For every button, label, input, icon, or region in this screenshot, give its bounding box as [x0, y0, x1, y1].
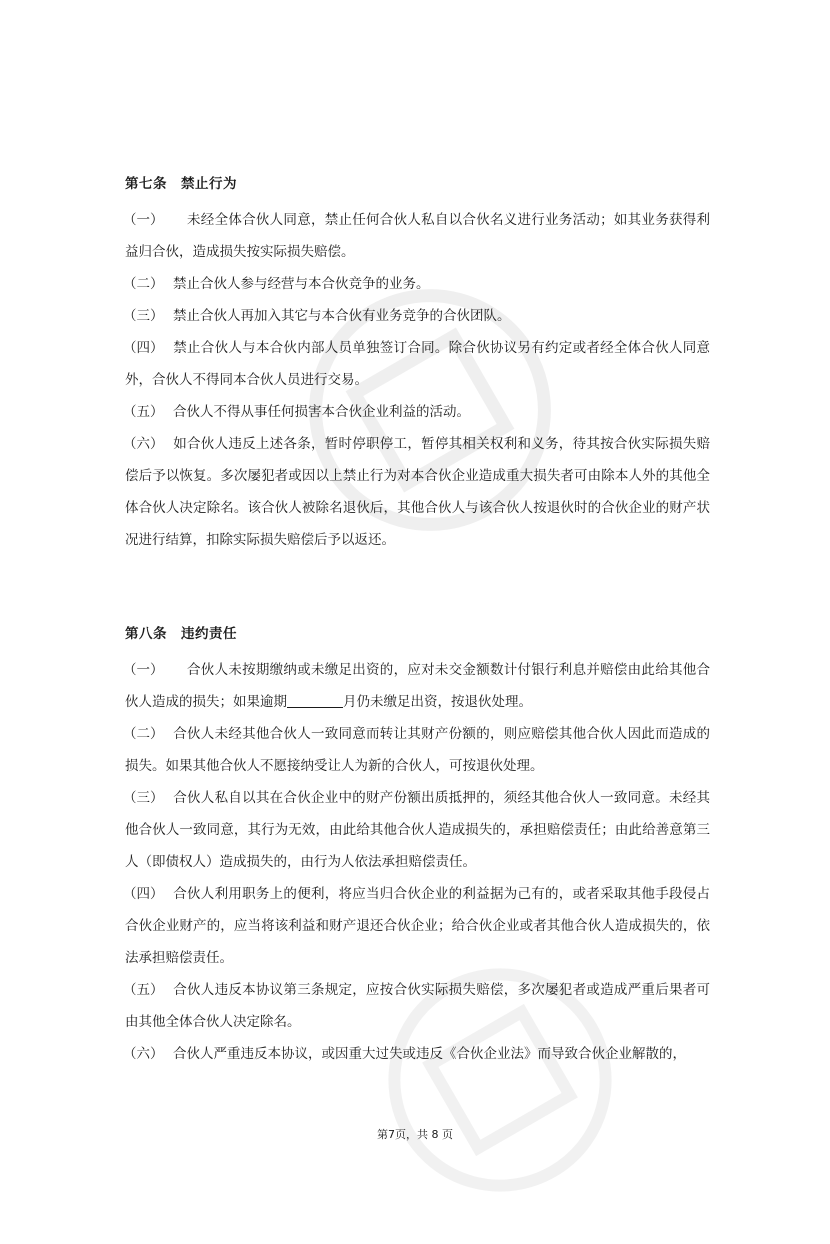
- section-8-clause: （六） 合伙人严重违反本协议，或因重大过失或违反《合伙企业法》而导致合伙企业解散的，: [123, 1046, 686, 1062]
- section-7-clause: （五） 合伙人不得从事任何损害本合伙企业利益的活动。: [123, 404, 470, 420]
- page-footer: 第7页，共 8 页: [377, 1128, 453, 1141]
- section-7-clause: （六） 如合伙人违反上述各条，暂时停职停工，暂停其相关权利和义务，待其按合伙实际损失赔偿后予以恢复。多次屡犯者或因以上禁止行为对本合伙企业造成重大损失者可由除本人外的其他全体合伙人决定除名。该合伙人被除名退伙后，其他合伙人与该合伙人按退伙时的合伙企业的财产状况进行结算，扣除实际损失赔偿后予以返还。: [123, 436, 710, 548]
- section-7-title: 禁止行为: [181, 176, 237, 192]
- section-7-label: 第七条: [125, 176, 167, 192]
- section-7-heading: [125, 170, 710, 198]
- section-8-clause: （四） 合伙人利用职务上的便利，将应当归合伙企业的利益据为己有的，或者采取其他手段侵占合伙企业财产的，应当将该利益和财产退还合伙企业；给合伙企业或者其他合伙人造成损失的，依法承担赔偿责任。: [123, 886, 710, 966]
- section-8-heading: [125, 620, 710, 648]
- section-8-label: 第八条: [125, 626, 167, 642]
- section-8-clause: （五） 合伙人违反本协议第三条规定，应按合伙实际损失赔偿，多次屡犯者或造成严重后果者可由其他全体合伙人决定除名。: [123, 982, 710, 1030]
- section-8-title: 违约责任: [181, 626, 237, 642]
- section-7-clause: （二） 禁止合伙人参与经营与本合伙竞争的业务。: [123, 276, 430, 292]
- section-8-clause: （二） 合伙人未经其他合伙人一致同意而转让其财产份额的，则应赔偿其他合伙人因此而造成的损失。如果其他合伙人不愿接纳受让人为新的合伙人，可按退伙处理。: [123, 726, 710, 774]
- section-7-clause: （一） 未经全体合伙人同意，禁止任何合伙人私自以合伙名义进行业务活动；如其业务获得利益归合伙，造成损失按实际损失赔偿。: [123, 212, 710, 260]
- fill-in-blank: [287, 693, 343, 708]
- section-7-clause: （三） 禁止合伙人再加入其它与本合伙有业务竞争的合伙团队。: [123, 308, 511, 324]
- section-8-clause: （三） 合伙人私自以其在合伙企业中的财产份额出质抵押的，须经其他合伙人一致同意。未经其他合伙人一致同意，其行为无效，由此给其他合伙人造成损失的，承担赔偿责任；由此给善意第三人（即债权人）造成损失的，由行为人依法承担赔偿责任。: [123, 790, 710, 870]
- document-body: [125, 170, 710, 1070]
- section-7-clause: （四） 禁止合伙人与本合伙内部人员单独签订合同。除合伙协议另有约定或者经全体合伙人同意外，合伙人不得同本合伙人员进行交易。: [123, 340, 710, 388]
- section-8-clause: （一） 合伙人未按期缴纳或未缴足出资的，应对未交金额数计付银行利息并赔偿由此给其他合伙人造成的损失；如果逾期 月仍未缴足出资，按退伙处理。: [123, 662, 710, 710]
